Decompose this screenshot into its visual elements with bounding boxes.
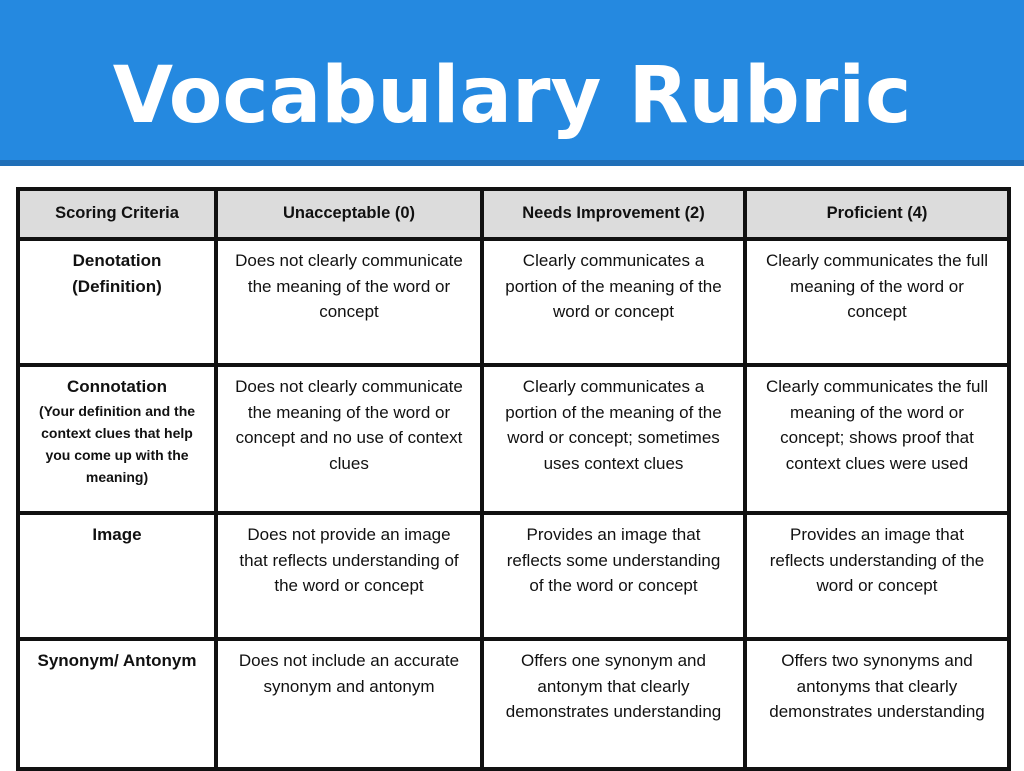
table-row xyxy=(18,639,1009,769)
unacceptable-cell: Does not include an accurate synonym and antonym xyxy=(216,639,482,769)
needs-improvement-cell: Clearly communicates a portion of the meaning of the word or concept xyxy=(482,239,745,365)
criteria-cell xyxy=(18,513,216,639)
criteria-label: Synonym/ Antonym xyxy=(37,651,197,670)
criteria-label: Image xyxy=(92,525,142,544)
criteria-cell xyxy=(18,639,216,769)
table-row xyxy=(18,513,1009,639)
table-row xyxy=(18,365,1009,513)
header-unacceptable: Unacceptable (0) xyxy=(216,189,482,239)
page-title: Vocabulary Rubric xyxy=(112,51,912,141)
criteria-cell xyxy=(18,365,216,513)
criteria-label: Denotation (Definition) xyxy=(72,251,162,296)
header-needs-improvement: Needs Improvement (2) xyxy=(482,189,745,239)
criteria-note: (Your definition and the context clues that help you come up with the meaning) xyxy=(38,402,196,485)
criteria-label: Connotation xyxy=(66,377,168,396)
title-banner xyxy=(0,0,1024,166)
proficient-cell: Offers two synonyms and antonyms that clearly demonstrates understanding xyxy=(745,639,1009,769)
needs-improvement-cell: Clearly communicates a portion of the meaning of the word or concept; sometimes uses context clues xyxy=(482,365,745,513)
proficient-cell: Clearly communicates the full meaning of the word or concept xyxy=(745,239,1009,365)
criteria-cell xyxy=(18,239,216,365)
table-row xyxy=(18,239,1009,365)
needs-improvement-cell: Offers one synonym and antonym that clearly demonstrates understanding xyxy=(482,639,745,769)
unacceptable-cell: Does not provide an image that reflects understanding of the word or concept xyxy=(216,513,482,639)
proficient-cell: Provides an image that reflects understanding of the word or concept xyxy=(745,513,1009,639)
needs-improvement-cell: Provides an image that reflects some understanding of the word or concept xyxy=(482,513,745,639)
proficient-cell: Clearly communicates the full meaning of the word or concept; shows proof that context clues were used xyxy=(745,365,1009,513)
header-row xyxy=(18,189,1009,239)
rubric-table xyxy=(16,187,1011,771)
unacceptable-cell: Does not clearly communicate the meaning of the word or concept and no use of context clues xyxy=(216,365,482,513)
header-proficient: Proficient (4) xyxy=(745,189,1009,239)
header-scoring-criteria: Scoring Criteria xyxy=(18,189,216,239)
unacceptable-cell: Does not clearly communicate the meaning of the word or concept xyxy=(216,239,482,365)
